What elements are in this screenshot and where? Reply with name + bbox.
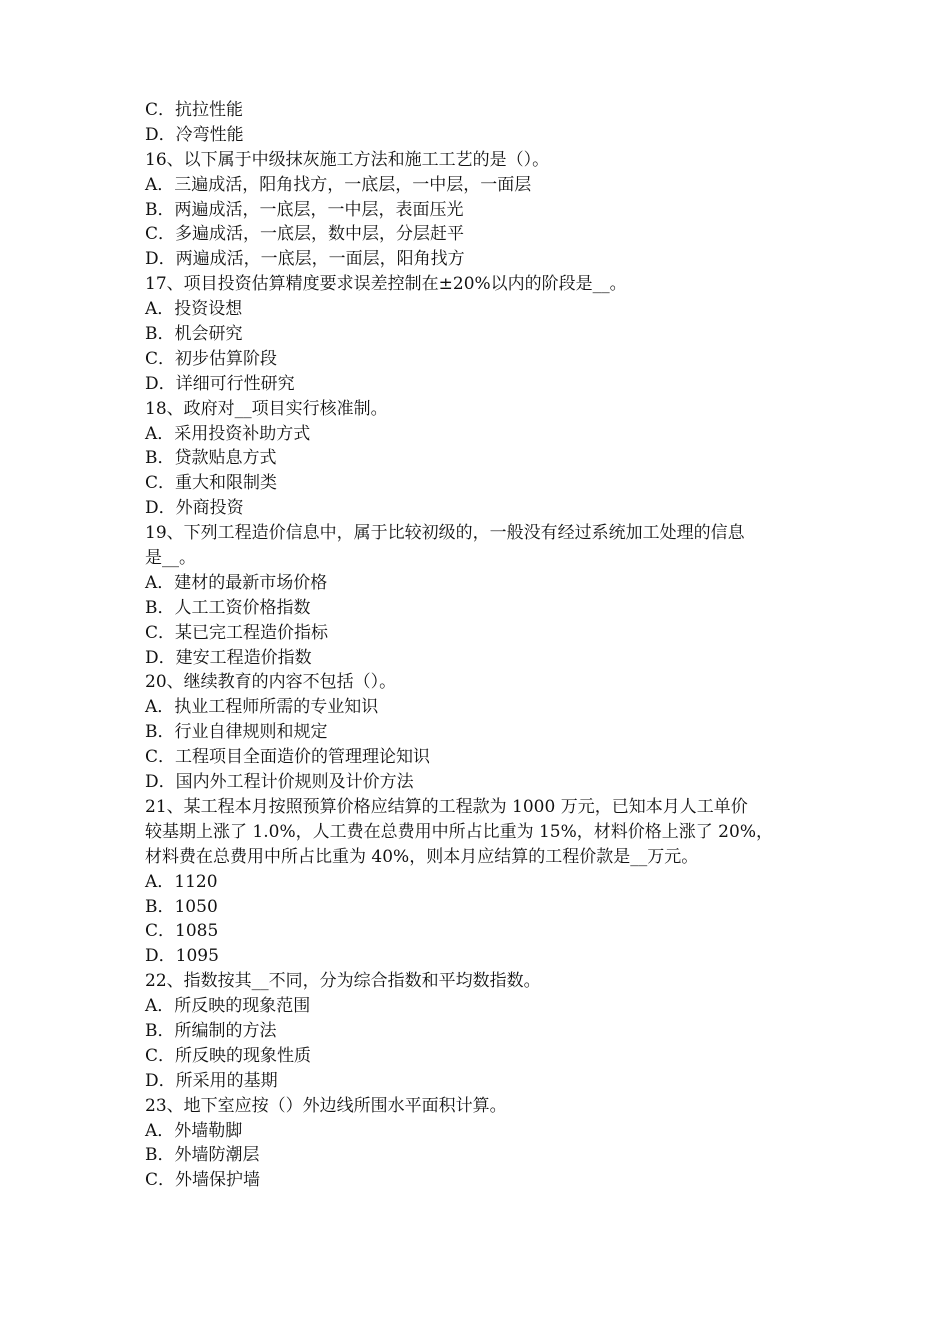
- option-line: C．外墙保护墙: [145, 1170, 261, 1191]
- option-line: C．工程项目全面造价的管理理论知识: [145, 747, 431, 768]
- option-line: D．建安工程造价指数: [145, 647, 312, 668]
- option-line: B．1050: [145, 896, 218, 917]
- option-line: D．国内外工程计价规则及计价方法: [145, 772, 414, 793]
- question-stem: 17、项目投资估算精度要求误差控制在±20%以内的阶段是__。: [145, 274, 627, 295]
- option-line: B．贷款贴息方式: [145, 448, 277, 469]
- option-line: D．外商投资: [145, 498, 244, 519]
- option-line: C．重大和限制类: [145, 473, 278, 494]
- option-line: B．机会研究: [145, 324, 243, 345]
- option-line: C．某已完工程造价指标: [145, 622, 329, 643]
- option-line: D．详细可行性研究: [145, 373, 295, 394]
- option-line: A．投资设想: [145, 299, 243, 320]
- option-line: A．外墙勒脚: [145, 1120, 243, 1141]
- question-stem-continued: 较基期上涨了 1.0%，人工费在总费用中所占比重为 15%，材料价格上涨了 20%，: [145, 821, 773, 842]
- option-line: A．1120: [145, 871, 218, 892]
- document-page: [145, 98, 815, 1193]
- option-line: A．建材的最新市场价格: [145, 572, 328, 593]
- question-stem: 22、指数按其__不同，分为综合指数和平均数指数。: [145, 971, 541, 992]
- question-stem-continued: 是__。: [145, 548, 196, 569]
- option-line: C．所反映的现象性质: [145, 1045, 312, 1066]
- option-line: A．执业工程师所需的专业知识: [145, 697, 379, 718]
- option-line: A．三遍成活，阳角找方，一底层，一中层，一面层: [145, 174, 532, 195]
- option-line: B．两遍成活，一底层，一中层，表面压光: [145, 199, 464, 220]
- option-line: B．所编制的方法: [145, 1020, 277, 1041]
- question-stem: 19、下列工程造价信息中，属于比较初级的，一般没有经过系统加工处理的信息: [145, 523, 745, 544]
- option-line: C．抗拉性能: [145, 100, 244, 120]
- question-stem: 21、某工程本月按照预算价格应结算的工程款为 1000 万元，已知本月人工单价: [145, 796, 748, 817]
- question-stem-continued: 材料费在总费用中所占比重为 40%，则本月应结算的工程价款是__万元。: [145, 846, 699, 867]
- option-line: B．外墙防潮层: [145, 1145, 260, 1166]
- question-stem: 16、以下属于中级抹灰施工方法和施工工艺的是（）。: [145, 149, 550, 170]
- question-stem: 18、政府对__项目实行核准制。: [145, 398, 388, 419]
- question-stem: 23、地下室应按（）外边线所围水平面积计算。: [145, 1095, 507, 1116]
- option-line: B．人工工资价格指数: [145, 597, 311, 618]
- option-line: C．多遍成活，一底层，数中层，分层赶平: [145, 224, 465, 245]
- option-line: C．初步估算阶段: [145, 348, 278, 369]
- question-stem: 20、继续教育的内容不包括（）。: [145, 672, 397, 693]
- option-line: A．采用投资补助方式: [145, 423, 311, 444]
- option-line: D．两遍成活，一底层，一面层，阳角找方: [145, 249, 465, 270]
- option-line: D．1095: [145, 946, 219, 967]
- option-line: D．所采用的基期: [145, 1070, 278, 1091]
- option-line: D．冷弯性能: [145, 124, 244, 145]
- option-line: C．1085: [145, 921, 219, 942]
- option-line: B．行业自律规则和规定: [145, 722, 328, 743]
- option-line: A．所反映的现象范围: [145, 996, 311, 1017]
